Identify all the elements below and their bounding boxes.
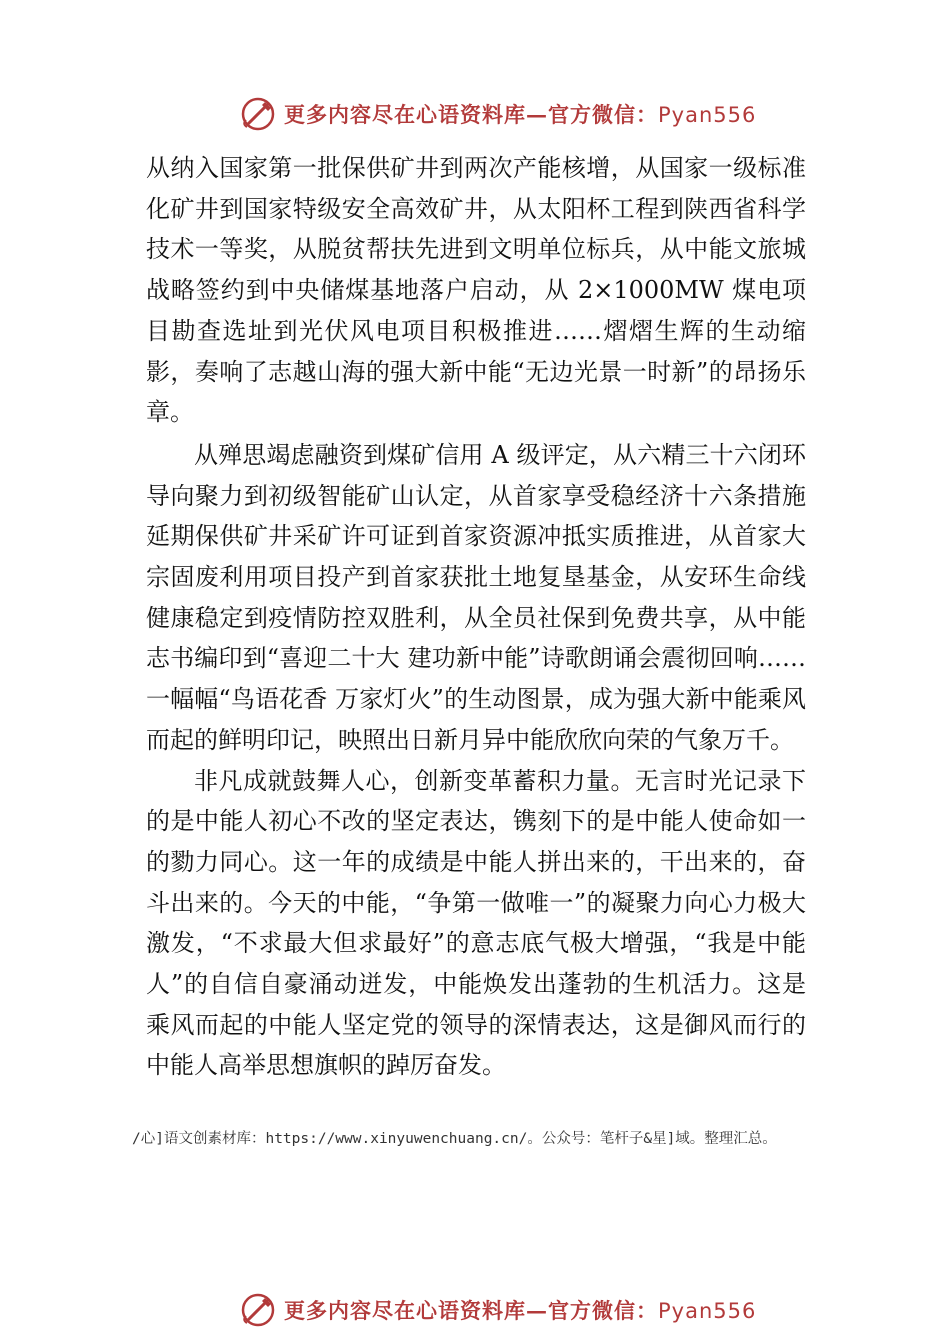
article-body	[146, 148, 806, 1086]
footer-wechat-id: Pyan556	[658, 1299, 757, 1323]
header-banner	[238, 94, 756, 134]
pen-logo-icon	[238, 94, 278, 134]
footer-banner	[238, 1290, 756, 1330]
paragraph-1: 从纳入国家第一批保供矿井到两次产能核增，从国家一级标准化矿井到国家特级安全高效矿井，从太阳杯工程到陕西省科学技术一等奖，从脱贫帮扶先进到文明单位标兵，从中能文旅城战略签约到中央储煤基地落户启动，从 2×1000MW 煤电项目勘查选址到光伏风电项目积极推进……熠熠生辉的生动缩影，奏响了志越山海的强大新中能“无边光景一时新”的昂扬乐章。	[146, 154, 806, 427]
footer-banner-text: 更多内容尽在心语资料库—官方微信：Pyan556	[284, 1298, 757, 1323]
paragraph-3: 非凡成就鼓舞人心，创新变革蓄积力量。无言时光记录下的是中能人初心不改的坚定表达，镌刻下的是中能人使命如一的勠力同心。这一年的成绩是中能人拼出来的，干出来的，奋斗出来的。今天的中能，“争第一做唯一”的凝聚力向心力极大激发，“不求最大但求最好”的意志底气极大增强，“我是中能人”的自信自豪涌动迸发，中能焕发出蓬勃的生机活力。这是乘风而起的中能人坚定党的领导的深情表达，这是御风而行的中能人高举思想旗帜的踔厉奋发。	[146, 766, 806, 1080]
header-wechat-id: Pyan556	[658, 103, 757, 127]
header-banner-text: 更多内容尽在心语资料库—官方微信：Pyan556	[284, 102, 757, 127]
paragraph-2: 从殚思竭虑融资到煤矿信用 A 级评定，从六精三十六闭环导向聚力到初级智能矿山认定，从首家享受稳经济十六条措施延期保供矿井采矿许可证到首家资源冲抵实质推进，从首家大宗固废利用项目投产到首家获批土地复垦基金，从安环生命线健康稳定到疫情防控双胜利，从全员社保到免费共享，从中能志书编印到“喜迎二十大 建功新中能”诗歌朗诵会震彻回响……一幅幅“鸟语花香 万家灯火”的生动图景，成为强大新中能乘风而起的鲜明印记，映照出日新月异中能欣欣向荣的气象万千。	[146, 440, 806, 754]
source-footnote: /心]语文创素材库：https://www.xinyuwenchuang.cn/。公众号：笔杆子&星]域。整理汇总。	[132, 1131, 777, 1147]
pen-logo-icon	[238, 1290, 278, 1330]
